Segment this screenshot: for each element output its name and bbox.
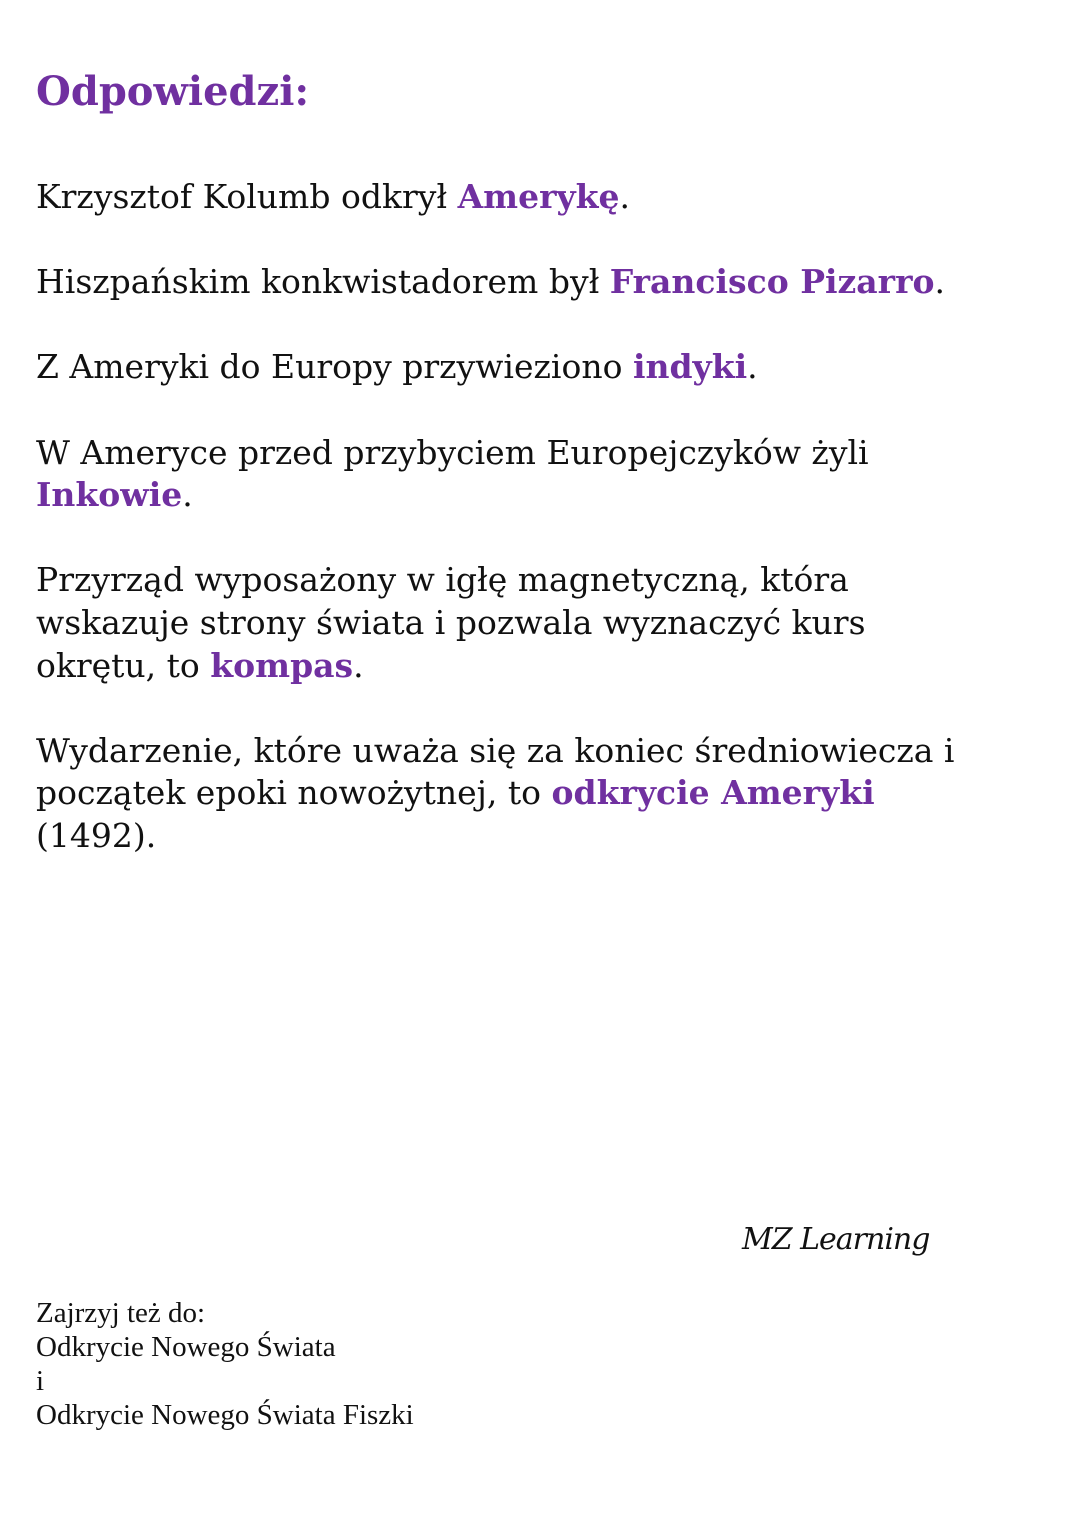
answer-text: . [182,475,193,515]
answer-text: Krzysztof Kolumb odkrył [36,177,458,216]
page-title: Odpowiedzi: [36,68,310,115]
answer-text: . [619,177,631,216]
answer-highlight: indyki [632,347,748,387]
answer-text: W Ameryce przed przybyciem Europejczyków żyli [36,432,869,472]
related-link-1[interactable]: Odkrycie Nowego Świata [36,1331,336,1363]
answer-text: . [934,262,945,302]
footer-intro: Zajrzyj też do: [36,1297,206,1329]
answer-highlight: odkrycie Ameryki [551,773,875,813]
answer-paragraph [36,346,1046,389]
answer-text: Przyrząd wyposażony w igłę magnetyczną, która wskazuje strony świata i pozwala wyznaczyć kurs okrętu, to [36,560,866,685]
footer-conjunction: i [36,1365,45,1397]
footer-links [36,1296,414,1432]
answer-paragraph [36,176,1046,219]
answer-paragraph [36,559,1046,687]
answer-highlight: Inkowie [36,475,183,515]
answer-text: (1492). [36,815,157,855]
related-link-2[interactable]: Odkrycie Nowego Świata Fiszki [36,1399,414,1431]
answer-text: . [747,347,758,387]
answer-highlight: kompas [210,645,354,685]
answer-text: Z Ameryki do Europy przywieziono [36,347,633,387]
answer-text: Wydarzenie, które uważa się za koniec średniowiecza i początek epoki nowożytnej, to [36,730,955,813]
answer-paragraph [36,261,1046,304]
answer-text: Hiszpańskim konkwistadorem był [36,262,610,302]
answer-paragraph [36,432,1046,517]
answer-paragraph [36,730,1046,858]
answer-text: . [353,645,364,685]
answer-highlight: Amerykę [457,177,620,216]
answers-list [36,176,1046,900]
signature-logo: MZ Learning [742,1222,930,1257]
answer-highlight: Francisco Pizarro [609,262,935,302]
